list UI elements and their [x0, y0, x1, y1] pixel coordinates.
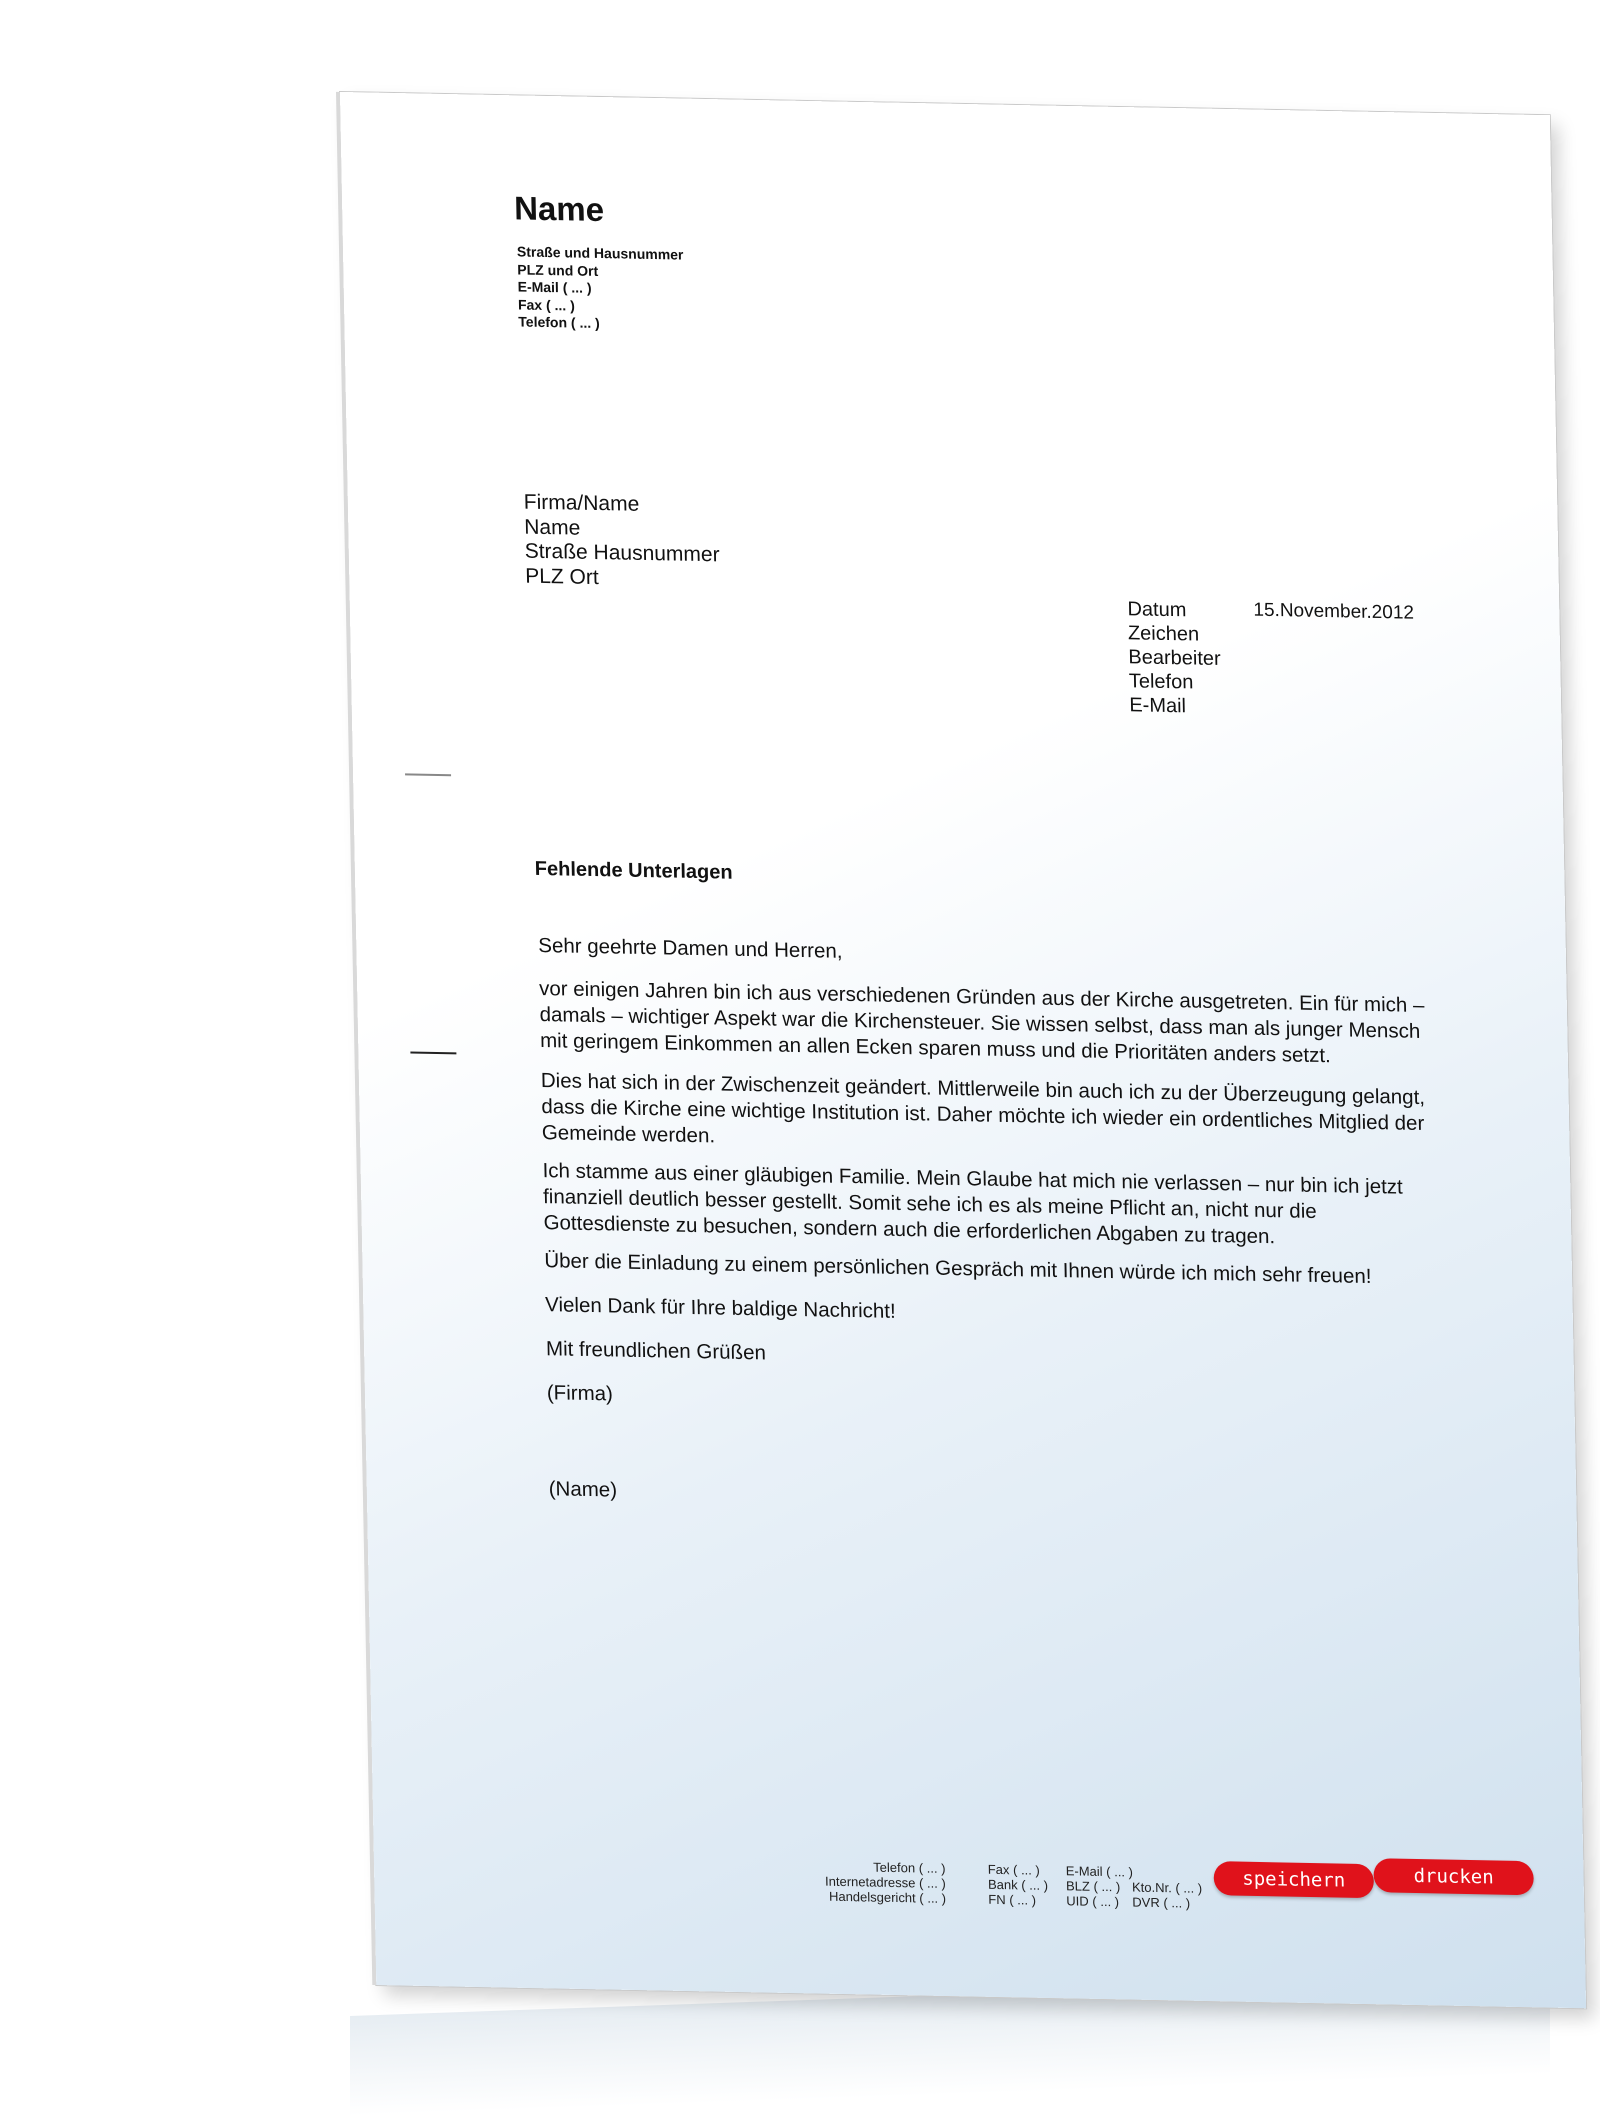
letter-closing: Mit freundlichen Grüßen: [545, 1337, 767, 1365]
letter-page: [340, 92, 1586, 2008]
sender-city: PLZ und Ort: [517, 260, 599, 279]
footer-fax: Fax ( ... ): [987, 1861, 1040, 1878]
footer-website: Internetadresse ( ... ): [824, 1873, 946, 1891]
footer-blz: BLZ ( ... ): [1065, 1878, 1121, 1895]
letter-paragraph: Über die Einladung zu einem persönlichen Gespräch mit Ihnen würde ich mich sehr freuen!: [544, 1249, 1372, 1289]
recipient-company: Firma/Name: [523, 490, 640, 516]
letter-meta-labels: [1127, 597, 1222, 719]
meta-label-reference: Zeichen: [1127, 622, 1200, 646]
footer-account: Kto.Nr. ( ... ): [1131, 1879, 1203, 1896]
recipient-street: Straße Hausnummer: [524, 539, 720, 567]
sender-phone: Telefon ( ... ): [518, 313, 600, 332]
signature-company: (Firma): [546, 1381, 614, 1406]
footer-court: Handelsgericht ( ... ): [828, 1888, 947, 1906]
letter-salutation: Sehr geehrte Damen und Herren,: [538, 933, 843, 963]
meta-date-value: 15.November.2012: [1253, 599, 1415, 624]
save-button[interactable]: [1213, 1861, 1374, 1898]
recipient-city: PLZ Ort: [524, 564, 599, 589]
save-button-label: speichern: [1242, 1867, 1346, 1892]
footer-email: E-Mail ( ... ): [1065, 1863, 1134, 1880]
meta-label-clerk: Bearbeiter: [1128, 646, 1221, 671]
footer-column-3: [1066, 1863, 1134, 1909]
letter-paragraph: Dies hat sich in der Zwischenzeit geändert. Mittlerweile bin auch ich zu der Überzeugung gelangt, dass die Kirche eine wichtige Institution ist. Daher möchte ich wieder ein ordentliches Mitglied der Gemeinde werden.: [540, 1069, 1426, 1148]
print-button[interactable]: [1373, 1858, 1534, 1895]
sender-fax: Fax ( ... ): [517, 295, 575, 314]
recipient-name: Name: [524, 515, 581, 540]
letter-paragraph: Vielen Dank für Ihre baldige Nachricht!: [544, 1293, 896, 1323]
letter-paragraph: Ich stamme aus einer gläubigen Familie. Mein Glaube hat mich nie verlassen – nur bin ich jetzt finanziell deutlich besser gestellt. Somit sehe ich es als meine Pflicht an, nicht nur die Gottesdienste zu besuchen, sondern auch die erforderlichen Abgaben zu tragen.: [542, 1159, 1403, 1249]
recipient-address-block: [524, 491, 721, 593]
letter-subject: Fehlende Unterlagen: [534, 857, 733, 884]
footer-bank: Bank ( ... ): [987, 1876, 1049, 1893]
footer-column-4: [1132, 1865, 1203, 1911]
meta-label-phone: Telefon: [1128, 670, 1194, 694]
sender-email: E-Mail ( ... ): [517, 278, 592, 296]
sender-name: Name: [513, 189, 605, 229]
letter-paragraph: vor einigen Jahren bin ich aus verschiedenen Gründen aus der Kirche ausgetreten. Ein für mich – damals – wichtiger Aspekt war die Kirchensteuer. Sie wissen selbst, dass man als junger Mensch mit geringem Einkommen an allen Ecken sparen muss und die Prioritäten anders setzt.: [538, 976, 1425, 1068]
meta-label-email: E-Mail: [1129, 694, 1187, 718]
fold-mark: [405, 773, 451, 776]
footer-empty: [1132, 1865, 1202, 1881]
meta-label-date: Datum: [1127, 598, 1187, 622]
sender-street: Straße und Hausnummer: [516, 243, 684, 263]
punch-mark: [410, 1052, 456, 1055]
print-button-label: drucken: [1413, 1864, 1494, 1889]
footer-dvr: DVR ( ... ): [1132, 1894, 1191, 1911]
footer-column-2: [988, 1862, 1049, 1908]
sender-address-block: [517, 243, 685, 334]
footer-fn: FN ( ... ): [988, 1891, 1037, 1908]
signature-name: (Name): [548, 1477, 618, 1502]
footer-phone: Telefon ( ... ): [873, 1859, 946, 1876]
footer-uid: UID ( ... ): [1066, 1893, 1120, 1910]
footer-column-1: [825, 1859, 947, 1906]
